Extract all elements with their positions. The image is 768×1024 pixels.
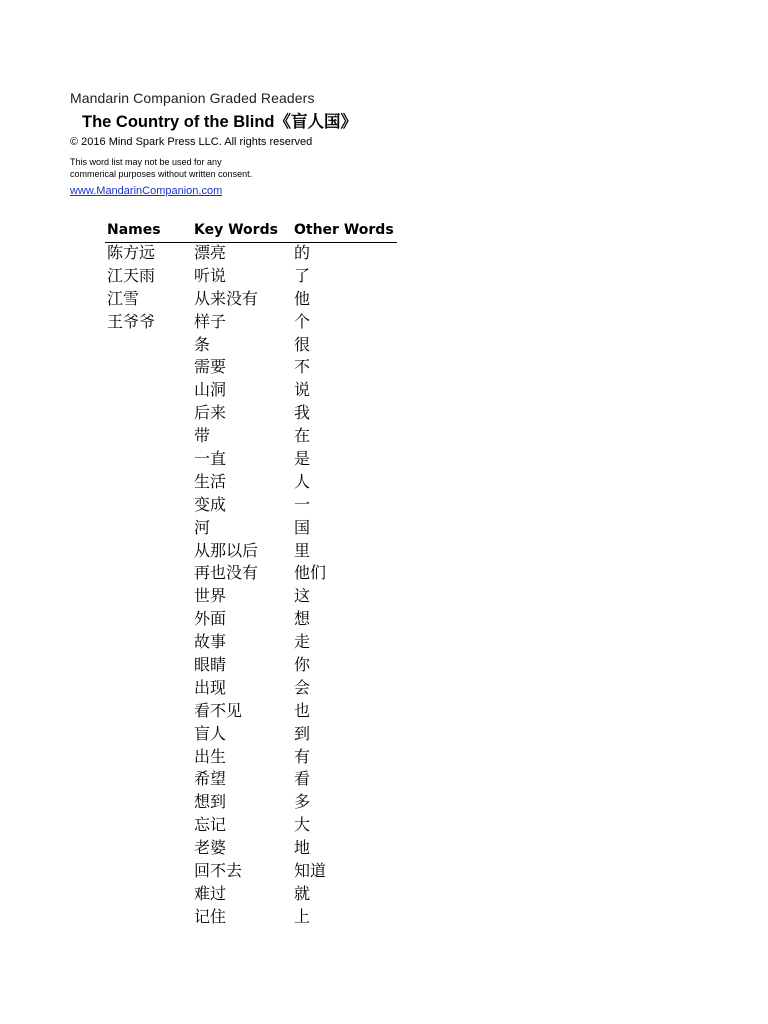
copyright-notice: © 2016 Mind Spark Press LLC. All rights reserved (70, 136, 313, 148)
usage-notice-line-2: commerical purposes without written consent. (70, 169, 253, 179)
key-word-item: 故事 (194, 634, 227, 652)
word-table (105, 220, 397, 926)
other-word-item: 大 (294, 817, 311, 835)
key-word-item: 外面 (194, 611, 227, 629)
other-word-item: 国 (294, 519, 311, 537)
key-word-item: 看不见 (194, 702, 243, 720)
key-word-item: 一直 (194, 451, 227, 469)
other-word-item: 的 (294, 245, 311, 262)
key-word-item: 生活 (194, 473, 227, 491)
other-word-item: 也 (294, 702, 311, 720)
name-item: 陈方远 (107, 245, 156, 262)
key-word-item: 出现 (194, 679, 227, 697)
other-word-item: 想 (294, 611, 311, 629)
other-word-item: 走 (294, 634, 311, 652)
key-word-item: 老婆 (194, 840, 227, 858)
other-word-item: 有 (294, 748, 311, 766)
other-word-item: 里 (294, 542, 311, 560)
other-word-item: 个 (294, 313, 311, 331)
names-column (107, 243, 155, 335)
key-words-column-header: Key Words (194, 222, 278, 238)
other-word-item: 地 (294, 840, 311, 858)
usage-notice (70, 156, 252, 180)
usage-notice-line-1: This word list may not be used for any (70, 157, 222, 167)
other-word-item: 上 (294, 908, 311, 926)
key-word-item: 盲人 (194, 725, 227, 743)
key-word-item: 听说 (194, 267, 227, 285)
key-word-item: 山洞 (194, 382, 227, 400)
other-word-item: 说 (294, 382, 311, 400)
website-link[interactable]: www.MandarinCompanion.com (70, 185, 223, 197)
key-word-item: 需要 (194, 359, 227, 377)
other-word-item: 到 (294, 725, 311, 743)
other-word-item: 他 (294, 290, 311, 308)
key-word-item: 后来 (194, 405, 227, 423)
other-word-item: 这 (294, 588, 311, 606)
other-word-item: 人 (294, 473, 311, 491)
book-title: The Country of the Blind《盲人国》 (82, 113, 357, 131)
other-word-item: 你 (294, 657, 311, 675)
key-word-item: 河 (194, 519, 211, 537)
key-word-item: 带 (194, 428, 211, 446)
other-word-item: 不 (294, 359, 311, 377)
key-word-item: 想到 (194, 794, 227, 812)
other-words-column (294, 243, 326, 930)
key-word-item: 漂亮 (194, 245, 227, 262)
other-word-item: 我 (294, 405, 311, 423)
other-word-item: 会 (294, 679, 311, 697)
key-word-item: 难过 (194, 885, 227, 903)
names-column-header: Names (107, 222, 161, 238)
other-word-item: 知道 (294, 863, 327, 881)
key-word-item: 从那以后 (194, 542, 259, 560)
key-word-item: 条 (194, 336, 211, 354)
name-item: 江雪 (107, 290, 140, 308)
other-word-item: 了 (294, 267, 311, 285)
table-header-row (105, 220, 397, 243)
other-word-item: 他们 (294, 565, 327, 583)
name-item: 王爷爷 (107, 313, 156, 331)
other-word-item: 在 (294, 428, 311, 446)
key-word-item: 样子 (194, 313, 227, 331)
other-word-item: 一 (294, 496, 311, 514)
other-word-item: 看 (294, 771, 311, 789)
key-word-item: 从来没有 (194, 290, 259, 308)
key-word-item: 再也没有 (194, 565, 259, 583)
key-word-item: 出生 (194, 748, 227, 766)
key-word-item: 忘记 (194, 817, 227, 835)
other-word-item: 很 (294, 336, 311, 354)
key-word-item: 希望 (194, 771, 227, 789)
other-word-item: 是 (294, 451, 311, 469)
key-word-item: 世界 (194, 588, 227, 606)
key-word-item: 回不去 (194, 863, 243, 881)
key-words-column (194, 243, 258, 930)
other-word-item: 就 (294, 885, 311, 903)
name-item: 江天雨 (107, 267, 156, 285)
series-title: Mandarin Companion Graded Readers (70, 90, 315, 106)
key-word-item: 记住 (194, 908, 227, 926)
other-words-column-header: Other Words (294, 222, 394, 238)
other-word-item: 多 (294, 794, 311, 812)
key-word-item: 变成 (194, 496, 227, 514)
key-word-item: 眼睛 (194, 657, 227, 675)
